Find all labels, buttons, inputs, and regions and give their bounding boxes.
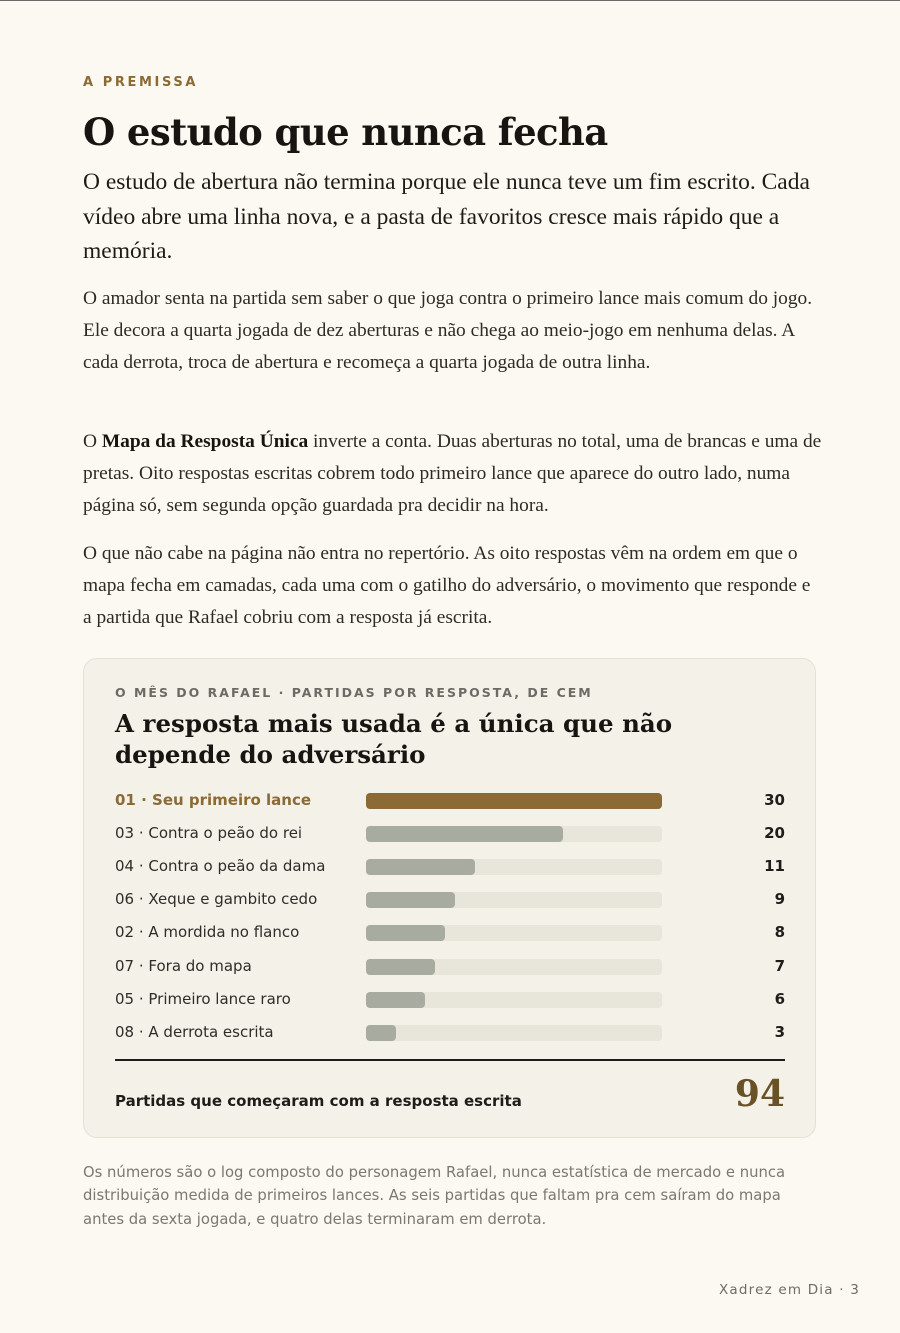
bar-track: [366, 925, 662, 941]
bar-track: [366, 1025, 662, 1041]
body-paragraph-3: O que não cabe na página não entra no repertório. As oito respostas vêm na ordem em que o mapa fecha em camadas, cada uma com o gatilho do adversário, o movimento que responde e a partida que Rafael cobriu com a resposta já escrita.: [83, 543, 811, 628]
bar-track: [366, 992, 662, 1008]
bar-fill: [366, 992, 425, 1008]
bar-row: [115, 983, 785, 1016]
map-name-bold: Mapa da Resposta Única: [101, 431, 309, 452]
p2-prefix: O: [83, 431, 102, 452]
bar-fill: [366, 925, 445, 941]
bar-value: 8: [774, 923, 785, 942]
body-paragraph-1: O amador senta na partida sem saber o que joga contra o primeiro lance mais comum do jogo. Ele decora a quarta jogada de dez aberturas e não chega ao meio-jogo em nenhuma delas. A cada derrota, troca de abertura e recomeça a quarta jogada de outra linha.: [83, 288, 813, 373]
bar-row: [115, 1016, 785, 1049]
bar-fill: [366, 1025, 396, 1041]
bar-label: 03 · Contra o peão do rei: [115, 824, 303, 843]
total-divider: [115, 1059, 785, 1061]
bar-value: 20: [764, 824, 785, 843]
bar-row: [115, 950, 785, 983]
body-paragraph-2: [83, 426, 823, 522]
bar-label: 08 · A derrota escrita: [115, 1022, 274, 1041]
bar-value: 3: [774, 1022, 785, 1041]
bar-label: 02 · A mordida no flanco: [115, 923, 300, 942]
chart-title: A resposta mais usada é a única que não depende do adversário: [115, 709, 673, 769]
bar-fill: [366, 892, 455, 908]
chart-eyebrow: O MÊS DO RAFAEL · PARTIDAS POR RESPOSTA, DE CEM: [115, 685, 593, 700]
bar-track: [366, 959, 662, 975]
bar-label: 06 · Xeque e gambito cedo: [115, 890, 318, 909]
bar-value: 7: [774, 956, 785, 975]
bar-fill: [366, 859, 475, 875]
bar-row: [115, 916, 785, 949]
bar-label: 04 · Contra o peão da dama: [115, 857, 326, 876]
bar-row: [115, 817, 785, 850]
bar-track: [366, 793, 662, 809]
bar-label: 05 · Primeiro lance raro: [115, 989, 291, 1008]
bar-value: 9: [774, 890, 785, 909]
bar-track: [366, 826, 662, 842]
bar-label: 07 · Fora do mapa: [115, 956, 252, 975]
bar-fill: [366, 793, 662, 809]
bar-value: 6: [774, 989, 785, 1008]
bar-row: [115, 850, 785, 883]
bar-label: 01 · Seu primeiro lance: [115, 791, 312, 809]
p2-rest: inverte a conta. Duas aberturas no total, uma de brancas e uma de pretas. Oito respostas escritas cobrem todo primeiro lance que aparece do outro lado, numa página só, sem segunda opção guardada pra decidir na hora.: [83, 431, 822, 516]
total-label: Partidas que começaram com a resposta escrita: [115, 1092, 522, 1110]
bar-fill: [366, 959, 435, 975]
footnote: Os números são o log composto do personagem Rafael, nunca estatística de mercado e nunca distribuição medida de primeiros lances. As seis partidas que faltam pra cem saíram do mapa antes da sexta jogada, e quatro delas terminaram em derrota.: [83, 1164, 786, 1228]
section-eyebrow: A PREMISSA: [83, 75, 198, 90]
page-title: O estudo que nunca fecha: [83, 110, 608, 154]
bar-fill: [366, 826, 563, 842]
bar-track: [366, 892, 662, 908]
bar-row: [115, 883, 785, 916]
bar-value: 30: [764, 791, 785, 809]
lead-paragraph: O estudo de abertura não termina porque ele nunca teve um fim escrito. Cada vídeo abre uma linha nova, e a pasta de favoritos cresce mais rápido que a memória.: [83, 169, 810, 264]
page-folio: Xadrez em Dia · 3: [718, 1282, 860, 1298]
bar-track: [366, 859, 662, 875]
bar-row: [115, 784, 785, 817]
bar-value: 11: [764, 857, 785, 876]
total-value: 94: [734, 1073, 785, 1115]
